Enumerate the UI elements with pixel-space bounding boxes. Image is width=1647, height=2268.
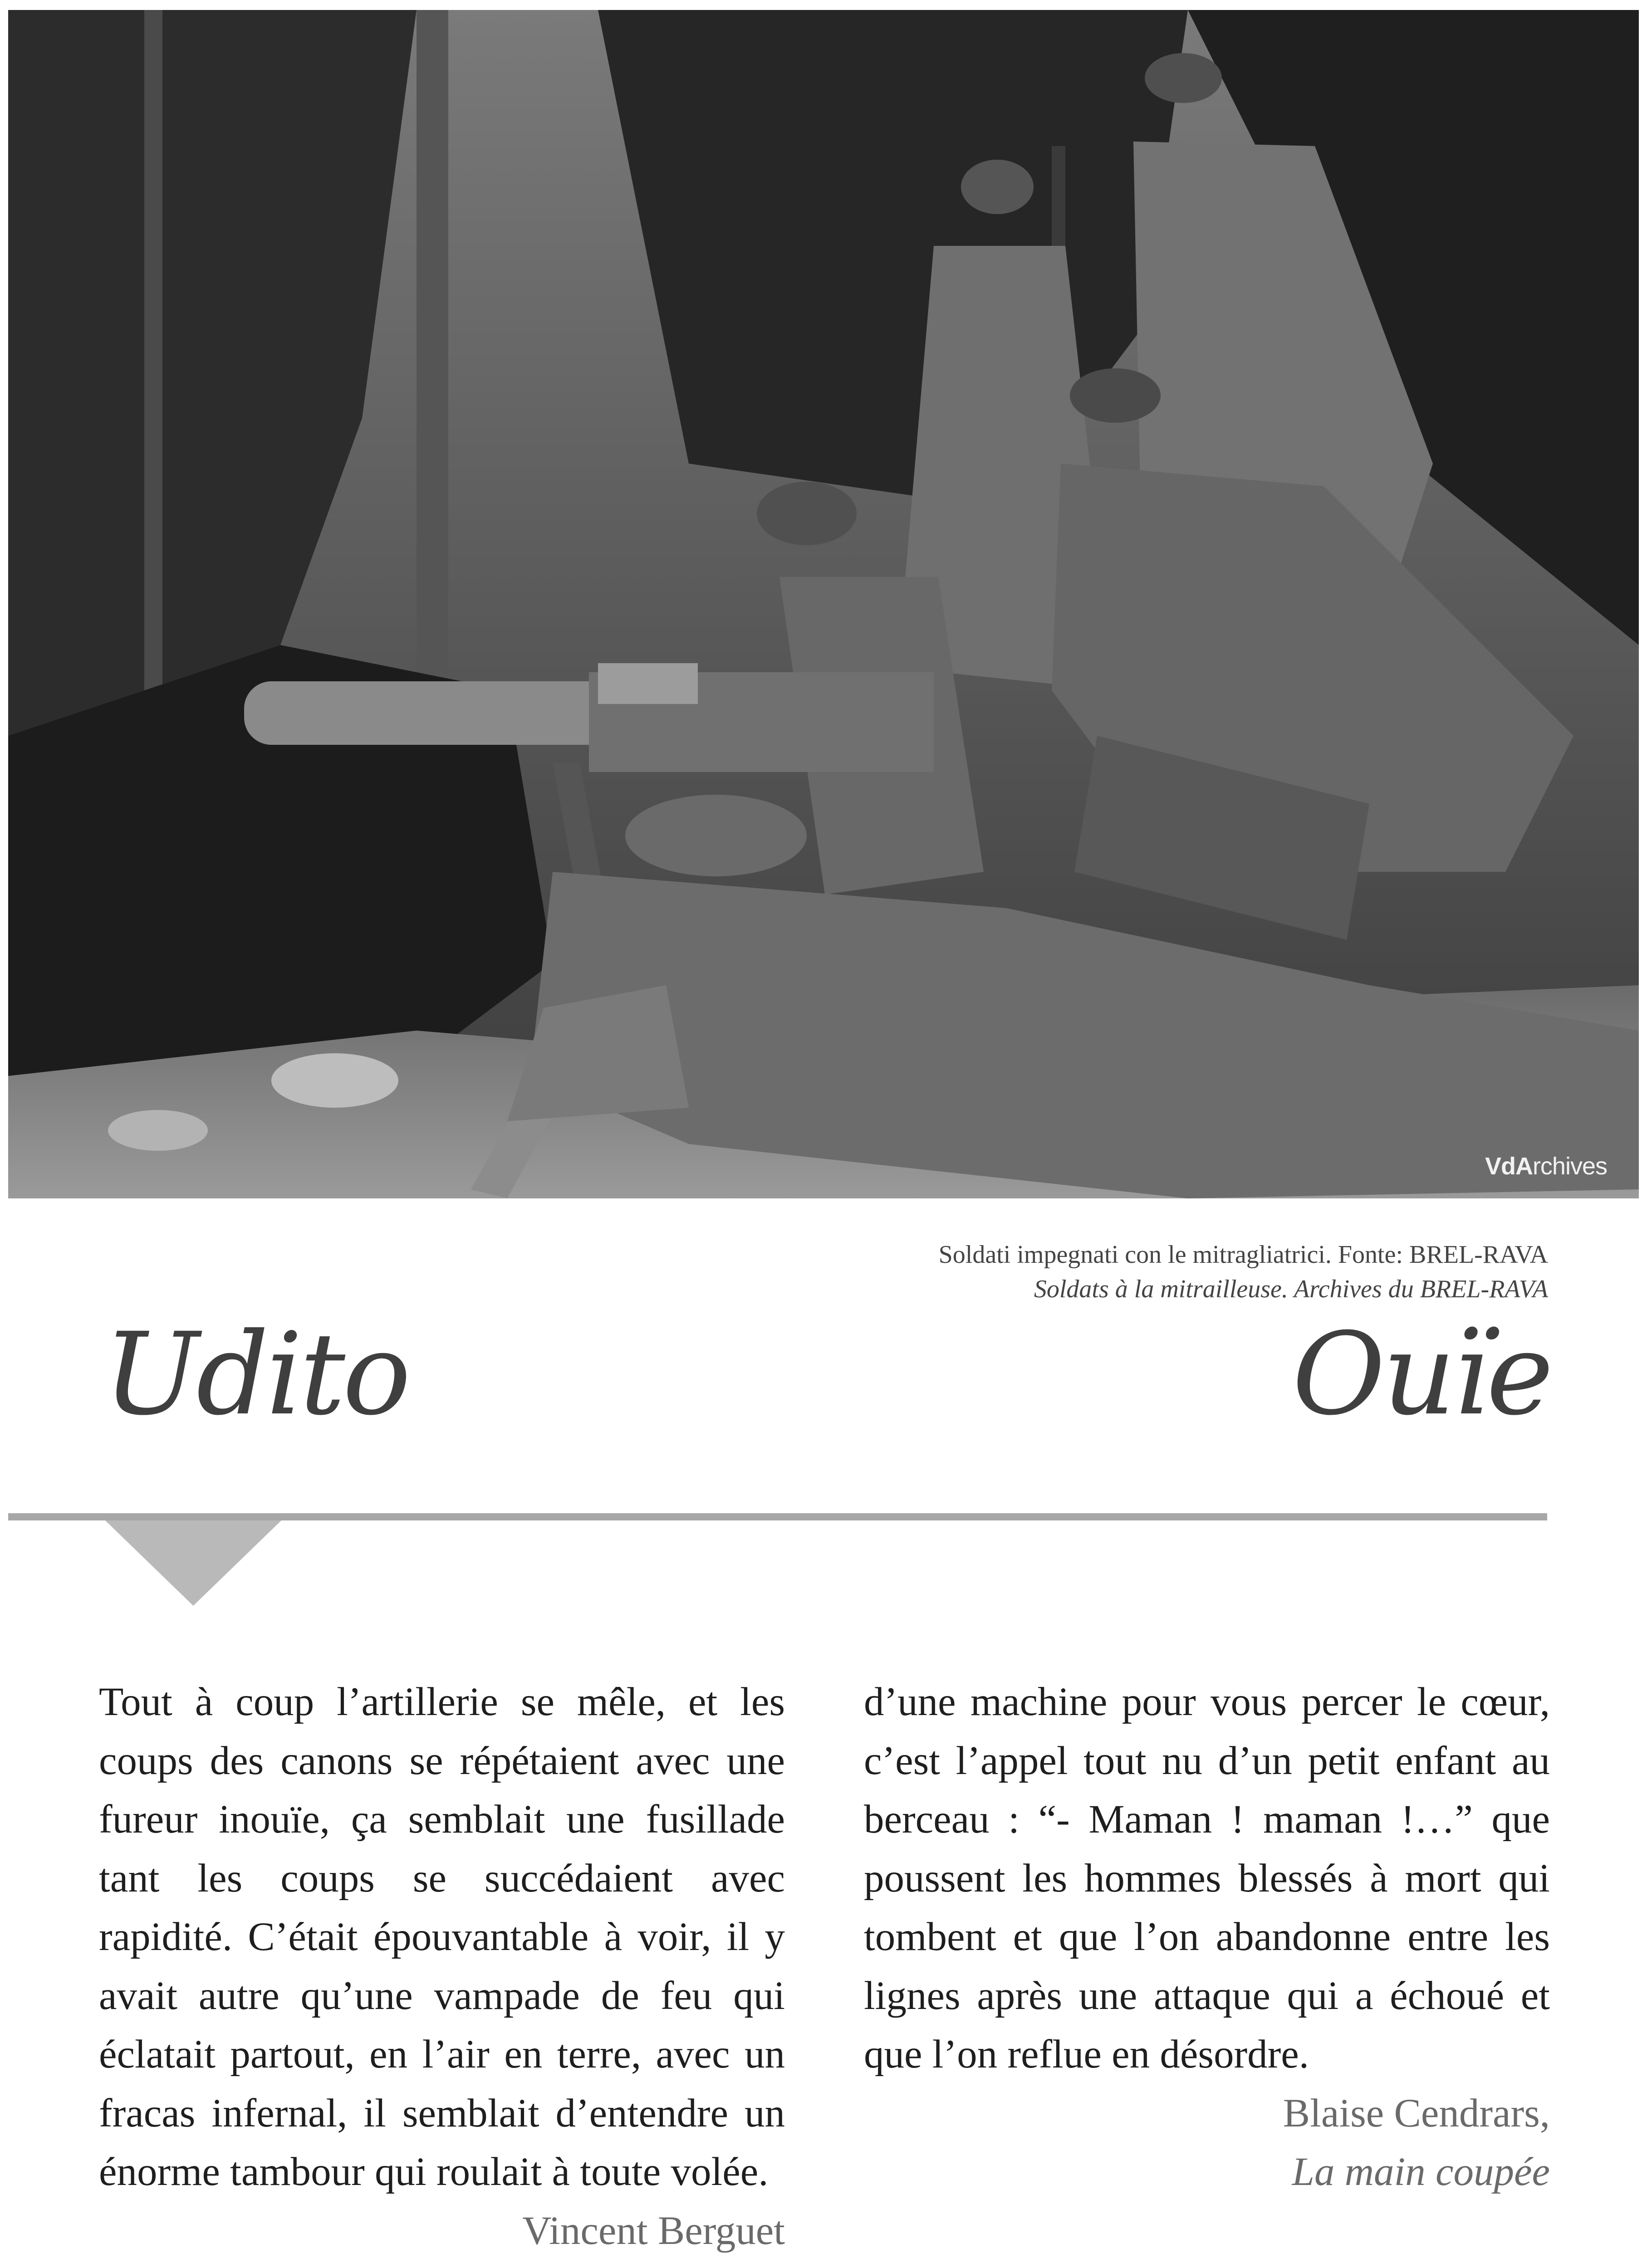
photo-machine-gun-soldiers-icon [8, 10, 1639, 1198]
text-column-right [864, 1673, 1550, 2268]
historical-photo [8, 10, 1639, 1198]
watermark-logo: VdArchives [1485, 1153, 1607, 1180]
section-title-italian: Udito [103, 1308, 408, 1440]
work-title-la-main-coupee: La main coupée [1292, 2150, 1550, 2194]
attribution-cendrars: Blaise Cendrars, [1283, 2091, 1550, 2136]
caption-italian: Soldati impegnati con le mitragliatrici. Fonte: BREL-RAVA [938, 1241, 1548, 1269]
quote-rebora [864, 2261, 1550, 2268]
quote-cendrars-end: d’une machine pour vous percer le cœur, c’est l’appel tout nu d’un petit enfant au berceau : “- Maman ! maman !…” que poussent les hommes blessés à mort qui tombent et que l’on abandonne entre les lignes après une attaque qui a échoué et que l’on reflue en désordre. [864, 1680, 1550, 2077]
divider-arrow-icon [105, 1520, 281, 1606]
text-column-left [99, 1673, 785, 2268]
caption-french: Soldats à la mitrailleuse. Archives du BREL-RAVA [1034, 1275, 1548, 1303]
divider-line [8, 1513, 1547, 1520]
photo-caption [939, 1237, 1548, 1306]
quote-berguet: Tout à coup l’artillerie se mêle, et les coups des canons se répétaient avec une fureur inouïe, ça semblait une fusillade tant les coups se succédaient avec rapidité. C’était épouvantable à voir, il y avait autre qu’une vampade de feu qui éclatait partout, en l’air en terre, avec un fracas infernal, il semblait d’entendre un énorme tambour qui roulait à toute volée. [99, 1680, 785, 2194]
section-title-french: Ouïe [1292, 1308, 1551, 1440]
attribution-berguet: Vincent Berguet [522, 2208, 785, 2253]
